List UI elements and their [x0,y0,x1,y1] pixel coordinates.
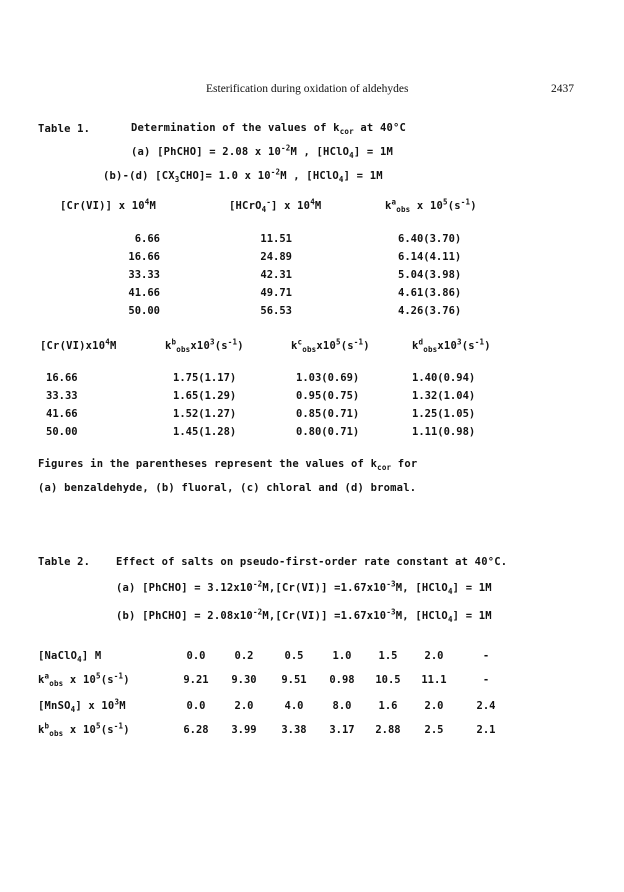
table-cell: 1.0 [332,650,352,662]
header-kobs-b: $k^b_{obs}x10^3(s^{-1})$ [165,337,244,355]
table-cell: 2.4 [476,700,496,712]
table-cell: 0.5 [284,650,304,662]
table-cell: 4.26(3.76) [398,305,462,317]
table-cell: 2.1 [476,724,496,736]
table-cell: 1.5 [378,650,398,662]
table-cell: 0.80(0.71) [296,426,360,438]
table-cell: 4.0 [284,700,304,712]
table-cell: 1.11(0.98) [412,426,476,438]
table-cell: 2.5 [424,724,444,736]
table-cell: 1.40(0.94) [412,372,476,384]
table-cell: 1.52(1.27) [173,408,237,420]
table-cell: - [482,650,490,662]
table-cell: 49.71 [260,287,292,299]
table-cell: 2.0 [424,650,444,662]
table2-title: Effect of salts on pseudo-first-order rate constant at 40°C. [116,556,508,568]
page-number: 2437 [551,83,574,95]
table-cell: 1.45(1.28) [173,426,237,438]
table2-label: Table 2. [38,556,91,568]
table1-condition-a: (a) [PhCHO] = 2.08 x $10^{-2}M$ , [HClO$_4$] = 1M [131,143,393,161]
table-cell: 50.00 [46,426,78,438]
table-cell: 50.00 [128,305,160,317]
table-cell: 0.95(0.75) [296,390,360,402]
row-label-naclo4: [NaClO$_4$] M [38,650,102,665]
table-cell: 1.25(1.05) [412,408,476,420]
table-cell: 0.0 [186,650,206,662]
table-cell: 3.38 [281,724,307,736]
table-cell: 5.04(3.98) [398,269,462,281]
table-cell: 0.85(0.71) [296,408,360,420]
table-cell: 0.98 [329,674,355,686]
table1-footnote: Figures in the parentheses represent the values of $k_{cor}$ for [38,458,418,473]
table1-footnote-line2: (a) benzaldehyde, (b) fluoral, (c) chloral and (d) bromal. [38,482,417,494]
table-cell: 16.66 [46,372,78,384]
table-cell: 9.21 [183,674,209,686]
table-cell: 9.30 [231,674,257,686]
table-cell: 11.1 [421,674,447,686]
table-cell: 24.89 [260,251,292,263]
table1-label: Table 1. [38,123,91,135]
header-hcro4: [HCrO$_4$-] x $10^4M$ [229,197,322,215]
table-cell: 9.51 [281,674,307,686]
table-cell: 1.32(1.04) [412,390,476,402]
table-cell: 41.66 [128,287,160,299]
table2-condition-b: (b) [PhCHO] = $2.08x10^{-2}M,[Cr(VI)] =1.67x10^{-3}M$, [HClO$_4$] = 1M [116,607,492,625]
table-cell: 10.5 [375,674,401,686]
table-cell: - [482,674,490,686]
table-cell: 0.2 [234,650,254,662]
header-kobs-d: $k^d_{obs}x10^3(s^{-1})$ [412,337,491,355]
table-cell: 33.33 [46,390,78,402]
table-cell: 1.65(1.29) [173,390,237,402]
table-cell: 6.66 [134,233,160,245]
row-label-kobs-a: $k^a_{obs}$ x $10^5(s^{-1})$ [38,671,130,689]
table-cell: 56.53 [260,305,292,317]
table-cell: 1.6 [378,700,398,712]
table-cell: 2.88 [375,724,401,736]
table-cell: 6.40(3.70) [398,233,462,245]
header-crvi-2: [$Cr(VI)x10^4M$ [40,337,117,352]
table-cell: 3.17 [329,724,355,736]
table-cell: 11.51 [260,233,292,245]
table-cell: 1.03(0.69) [296,372,360,384]
table-cell: 1.75(1.17) [173,372,237,384]
row-label-kobs-b: $k^b_{obs}$ x $10^5(s^{-1})$ [38,721,130,739]
table-cell: 3.99 [231,724,257,736]
table-cell: 16.66 [128,251,160,263]
table-cell: 0.0 [186,700,206,712]
table-cell: 6.28 [183,724,209,736]
table2-condition-a: (a) [PhCHO] = $3.12x10^{-2}M,[Cr(VI)] =1.67x10^{-3}M$, [HClO$_4$] = 1M [116,579,492,597]
table-cell: 33.33 [128,269,160,281]
table-cell: 8.0 [332,700,352,712]
header-kobs-c: $k^c_{obs}x10^5(s^{-1})$ [291,337,370,355]
table-cell: 2.0 [424,700,444,712]
table-cell: 2.0 [234,700,254,712]
table-cell: 41.66 [46,408,78,420]
row-label-mnso4: [MnSO$_4$] x $10^3M$ [38,697,126,715]
header-kobs-a: $k^a_{obs}$ x $10^5(s^{-1})$ [385,197,477,215]
header-crvi: [Cr(VI)] x $10^4M$ [60,197,157,212]
table-cell: 42.31 [260,269,292,281]
table-cell: 4.61(3.86) [398,287,462,299]
table1-title: Determination of the values of $k_{cor}$ at 40°C [131,122,407,137]
table1-condition-bd: (b)-(d) $[CX_3CHO]= 1.0$ x $10^{-2}M$ , [HClO$_4$] = 1M [103,167,383,185]
running-title: Esterification during oxidation of aldehydes [206,83,409,95]
table-cell: 6.14(4.11) [398,251,462,263]
